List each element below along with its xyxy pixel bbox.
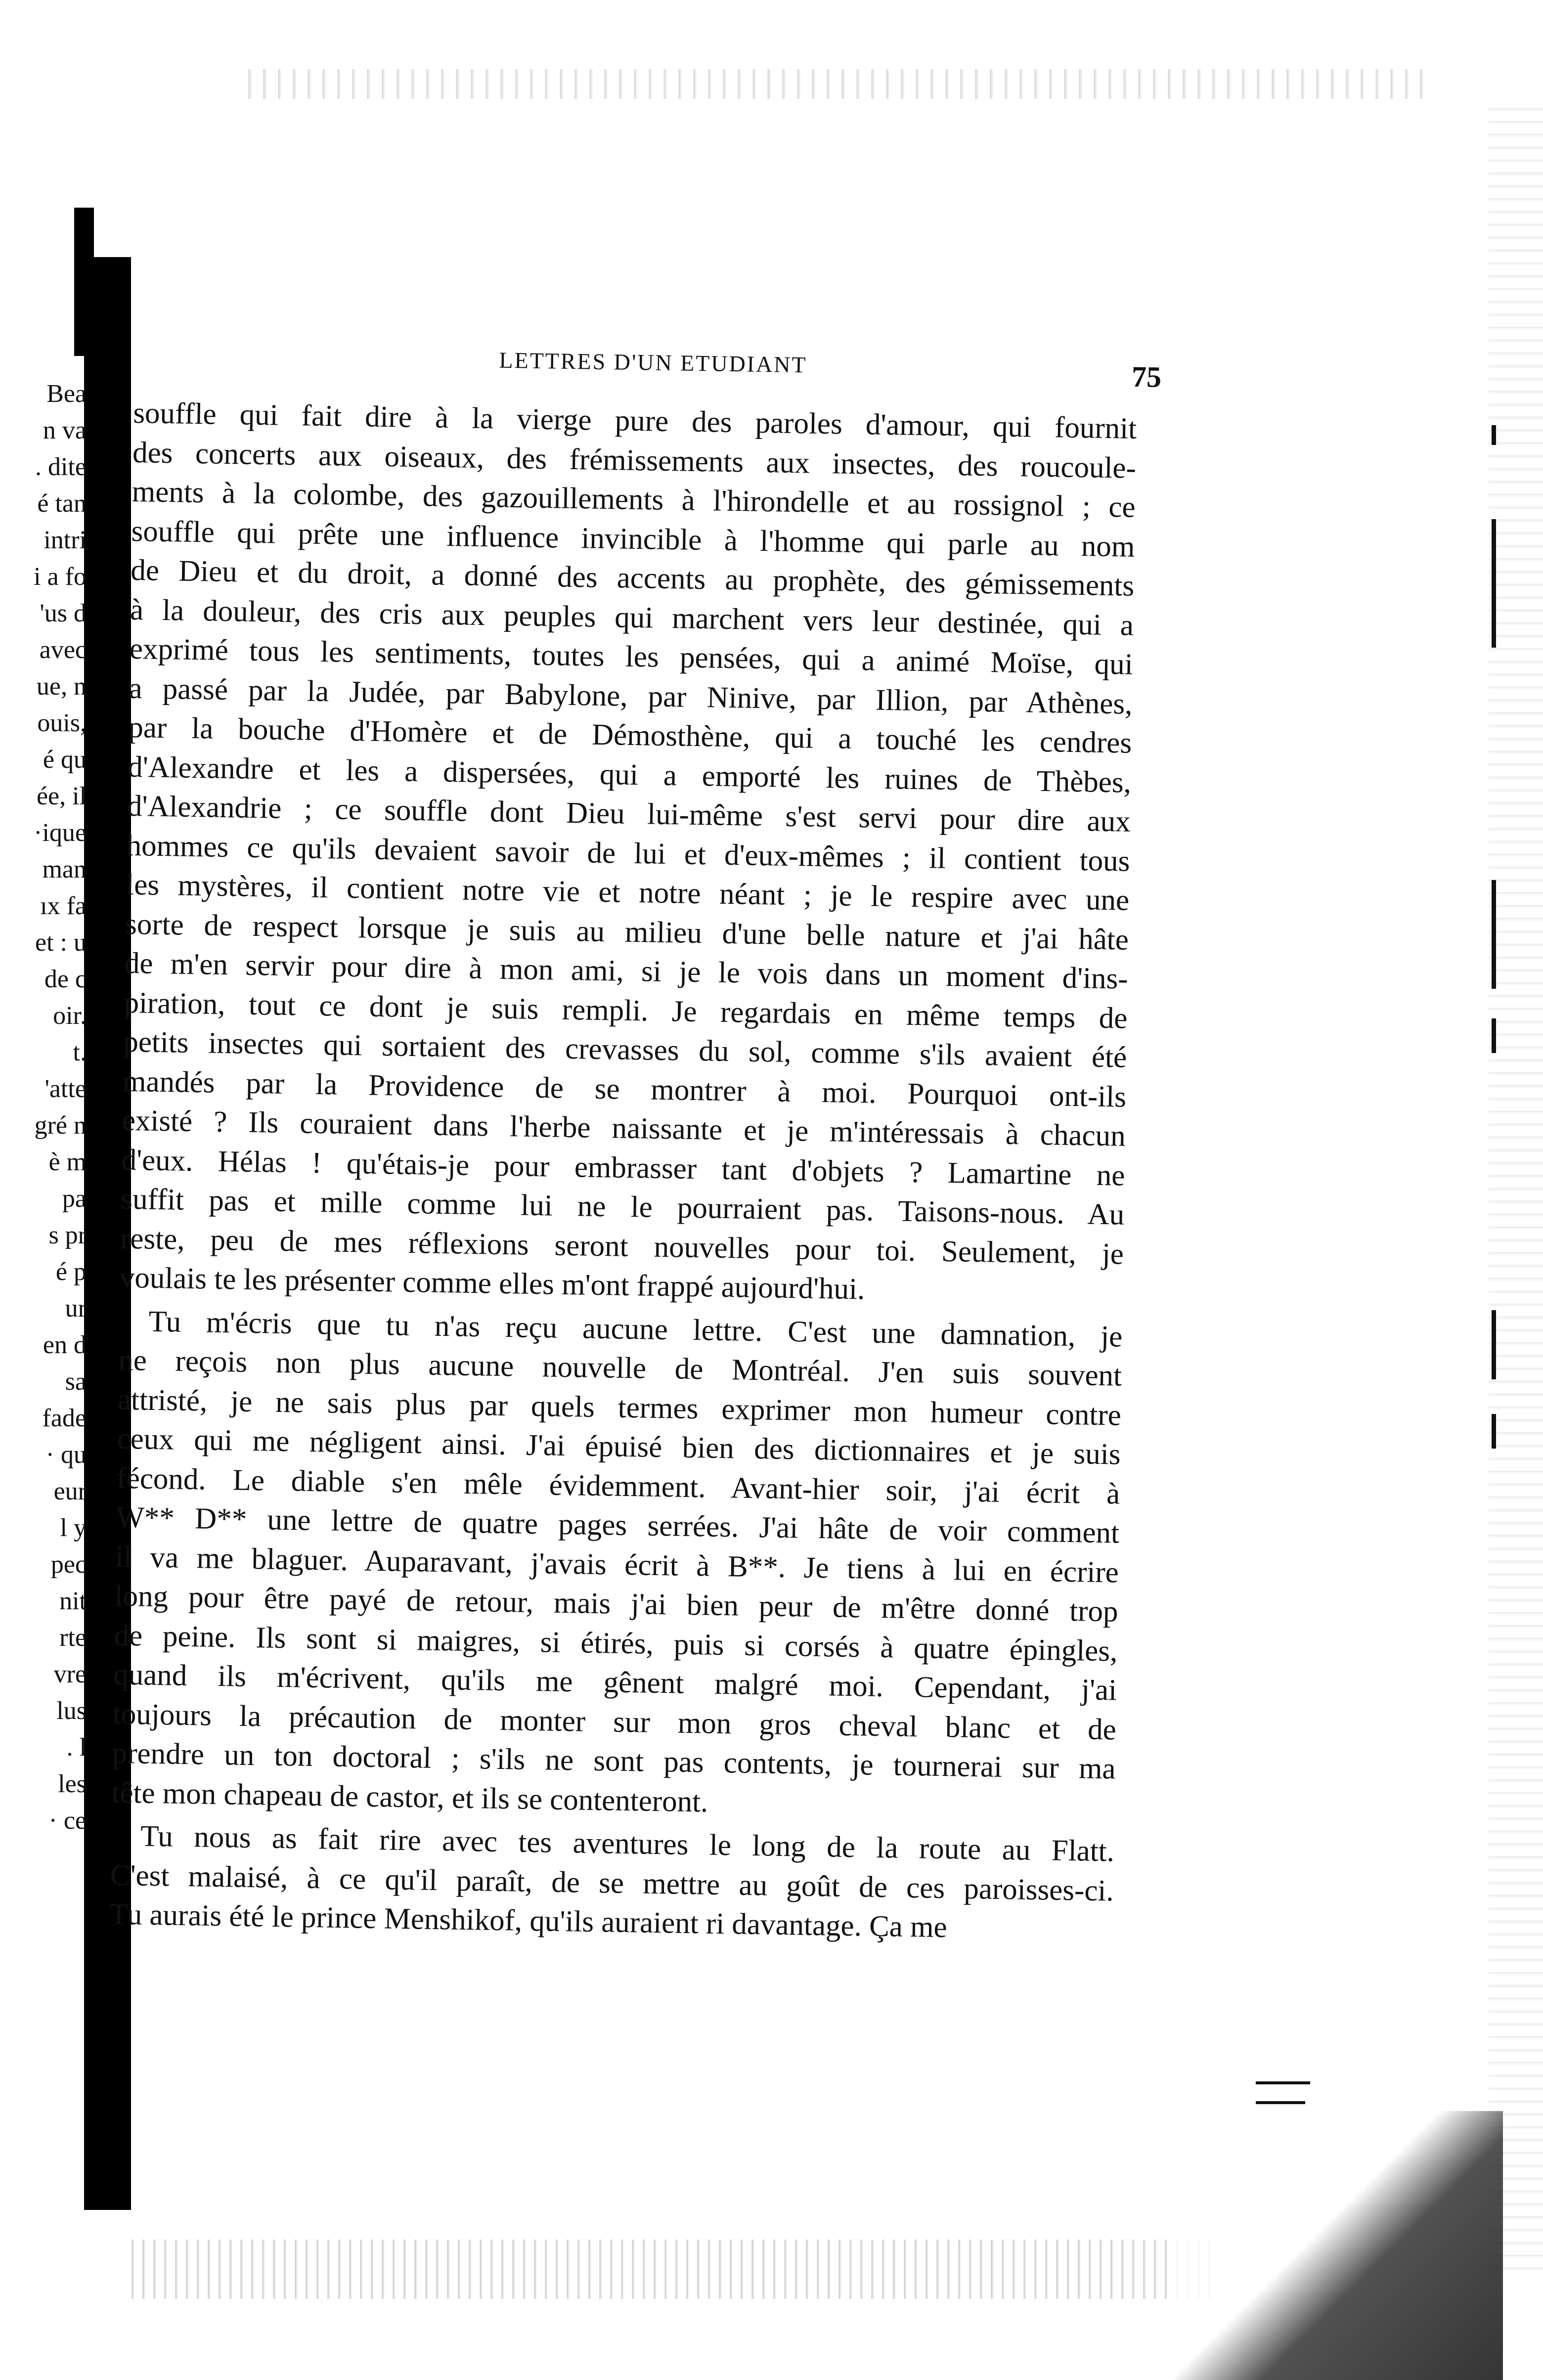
text-line: souffle qui prête une influence invincible à l'homme qui parle au nom (131, 514, 1135, 564)
book-page (109, 341, 1187, 1944)
facing-page-fragment: ur (65, 1294, 87, 1322)
text-line: existé ? Ils couraient dans l'herbe naissante et je m'intéressais à chacun (122, 1103, 1126, 1153)
facing-page-fragment: en d (43, 1331, 87, 1359)
facing-page-fragment: vre (53, 1660, 87, 1688)
text-line: à la douleur, des cris aux peuples qui marchent vers leur destinée, qui a (130, 593, 1134, 642)
text-line: prendre un ton doctoral ; s'ils ne sont pas contents, je tournerai sur ma (112, 1736, 1116, 1786)
edge-mark (1492, 1310, 1496, 1379)
edge-mark (1492, 519, 1496, 648)
text-line: long pour être payé de retour, mais j'ai bien peur de m'être donné trop (114, 1579, 1119, 1629)
corner-mark (1256, 2101, 1305, 2104)
edge-mark (1492, 425, 1496, 445)
edge-mark (1492, 1018, 1496, 1053)
text-line: par la bouche d'Homère et de Démosthène, qui a touché les cendres (128, 710, 1132, 760)
text-line: d'Alexandre et les a dispersées, qui a emporté les ruines de Thèbes, (127, 750, 1132, 799)
text-line: de m'en servir pour dire à mon ami, si je le vois dans un moment d'ins- (124, 946, 1129, 996)
facing-page-fragment: de c (44, 965, 87, 993)
text-line: exprimé tous les sentiments, toutes les pensées, qui a animé Moïse, qui (129, 632, 1134, 681)
corner-shadow (1167, 2111, 1503, 2380)
running-head (133, 341, 1187, 402)
paragraph (111, 1301, 1172, 1829)
facing-page-fragment: sa (65, 1367, 87, 1396)
facing-page-fragments (0, 376, 89, 1835)
text-line: a passé par la Judée, par Babylone, par Ninive, par Illion, par Athènes, (129, 671, 1133, 721)
running-title: LETTRES D'UN ETUDIANT (499, 347, 808, 378)
text-line: les mystères, il contient notre vie et notre néant ; je le respire avec une (125, 868, 1130, 917)
text-line: toujours la précaution de monter sur mon gros cheval blanc et de (112, 1697, 1117, 1747)
facing-page-fragment: ée, il (36, 782, 87, 810)
facing-page-fragment: é tan (37, 489, 87, 518)
facing-page-fragment: ·ique (34, 819, 87, 847)
text-line: souffle qui fait dire à la vierge pure des paroles d'amour, qui fournit (132, 396, 1137, 445)
facing-page-fragment: s pr (48, 1221, 87, 1249)
text-line: fécond. Le diable s'en mêle évidemment. Avant-hier soir, j'ai écrit à (116, 1461, 1120, 1511)
text-line: piration, tout ce dont je suis rempli. Je regardais en même temps de (124, 986, 1128, 1035)
text-line: ne reçois non plus aucune nouvelle de Montréal. J'en suis souvent (118, 1343, 1122, 1393)
facing-page-fragment: pec (50, 1550, 87, 1579)
edge-mark (1492, 1414, 1496, 1449)
text-line: des concerts aux oiseaux, des frémissements aux insectes, des roucoule- (132, 436, 1137, 485)
facing-page-fragment: · qu (45, 1441, 87, 1469)
text-line: attristé, je ne sais plus par quels termes exprimer mon humeur contre (117, 1383, 1122, 1432)
text-line: de Dieu et du droit, a donné des accents au prophète, des gémissements (130, 553, 1135, 603)
facing-page-fragment: l y (60, 1514, 87, 1542)
facing-page-fragment: é qu (43, 746, 87, 774)
paragraph (109, 1816, 1164, 1951)
text-line: ments à la colombe, des gazouillements à l'hirondelle et au rossignol ; ce (132, 475, 1136, 524)
facing-page-fragment: et : u (35, 928, 87, 957)
bottom-edge-noise (124, 2240, 1211, 2299)
text-line: ceux qui me négligent ainsi. J'ai épuisé bien des dictionnaires et je suis (117, 1422, 1121, 1471)
text-line: Tu m'écris que tu n'as reçu aucune lettre. C'est une damnation, je (148, 1305, 1123, 1354)
facing-page-fragment: fade (42, 1404, 87, 1432)
page-number: 75 (1131, 360, 1162, 394)
text-line: suffit pas et mille comme lui ne le pourraient pas. Taisons-nous. Au (120, 1182, 1125, 1232)
facing-page-fragment: man (42, 855, 87, 883)
facing-page-fragment: gré n (34, 1111, 87, 1140)
facing-page-fragment: oir. (53, 1002, 87, 1030)
text-line: hommes ce qu'ils devaient savoir de lui et d'eux-mêmes ; il contient tous (126, 829, 1130, 878)
facing-page-fragment: rte (59, 1624, 87, 1652)
text-line: il va me blaguer. Auparavant, j'avais écrit à B**. Je tiens à lui en écrire (115, 1540, 1119, 1589)
text-line: sorte de respect lorsque je suis au milieu d'une belle nature et j'ai hâte (125, 907, 1129, 957)
text-line: reste, peu de mes réflexions seront nouvelles pour toi. Seulement, je (120, 1222, 1124, 1271)
facing-page-fragment: t. (73, 1038, 87, 1066)
facing-page-fragment: intri (44, 526, 87, 554)
facing-page-fragment: pa (62, 1185, 87, 1213)
text-line: C'est malaisé, à ce qu'il paraît, de se mettre au goût de ces paroisses-ci. (110, 1858, 1114, 1908)
facing-page-fragment: eur (53, 1477, 87, 1505)
text-line: petits insectes qui sortaient des crevasses du sol, comme s'ils avaient été (123, 1025, 1127, 1074)
right-edge-noise (1489, 99, 1543, 2274)
text-line: Tu nous as fait rire avec tes aventures le long de la route au Flatt. (140, 1819, 1115, 1868)
text-line: quand ils m'écrivent, qu'ils me gênent malgré moi. Cependant, j'ai (113, 1658, 1117, 1707)
facing-page-fragment: Bea (46, 380, 87, 408)
facing-page-fragment: 'atte (44, 1075, 87, 1103)
facing-page-fragment: . dite (35, 453, 87, 481)
facing-page-fragment: ouis, (37, 709, 87, 737)
paragraph (119, 394, 1186, 1314)
facing-page-fragment: é p (55, 1258, 87, 1286)
text-line: de peine. Ils sont si maigres, si étirés, puis si corsés à quatre épingles, (114, 1619, 1118, 1668)
text-line: Tu aurais été le prince Menshikof, qu'ils auraient ri davantage. Ça me (109, 1897, 948, 1944)
facing-page-fragment: n va (43, 416, 87, 444)
text-line: d'Alexandrie ; ce souffle dont Dieu lui-même s'est servi pour dire aux (127, 789, 1131, 838)
corner-mark (1256, 2081, 1310, 2084)
facing-page-fragment: avec (39, 636, 87, 664)
facing-page-fragment: ue, n (36, 672, 87, 701)
facing-page-fragment: è m (48, 1148, 87, 1176)
facing-page-fragment: · ce (48, 1807, 87, 1835)
edge-mark (1492, 880, 1496, 989)
body-text (109, 394, 1187, 1951)
facing-page-fragment: i a fo (34, 563, 87, 591)
facing-page-fragment: . l (66, 1733, 87, 1762)
text-line: tête mon chapeau de castor, et ils se contenteront. (111, 1776, 708, 1819)
facing-page-fragment: lus (56, 1697, 87, 1725)
facing-page-fragment: 'us d (40, 599, 87, 627)
text-line: d'eux. Hélas ! qu'étais-je pour embrasser tant d'objets ? Lamartine ne (121, 1143, 1125, 1192)
text-line: voulais te les présenter comme elles m'ont frappé aujourd'hui. (119, 1261, 865, 1306)
text-line: W** D** une lettre de quatre pages serrées. J'ai hâte de voir comment (115, 1500, 1120, 1550)
facing-page-fragment: ıx fa (40, 892, 87, 920)
facing-page-fragment: les (58, 1770, 87, 1798)
facing-page-fragment: nit (59, 1587, 87, 1615)
text-line: mandés par la Providence de se montrer à moi. Pourquoi ont-ils (122, 1064, 1127, 1114)
top-edge-noise (237, 69, 1424, 99)
